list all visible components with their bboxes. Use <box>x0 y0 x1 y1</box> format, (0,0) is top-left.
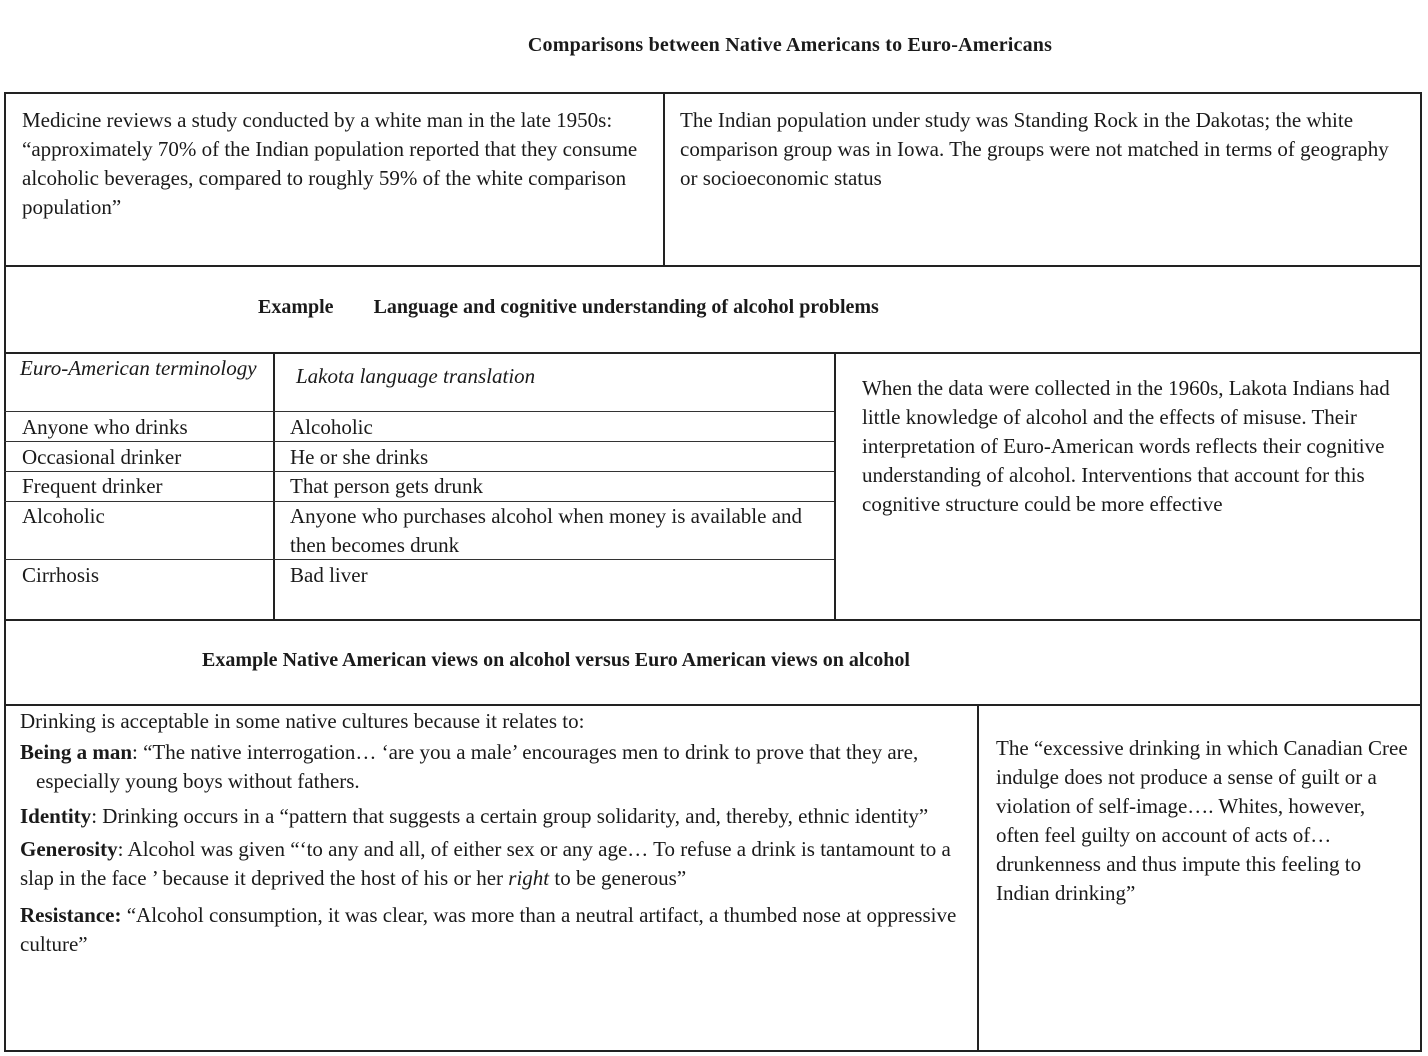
term-cell: Alcoholic <box>22 504 105 528</box>
view-item-label: Being a man <box>20 740 133 764</box>
column-divider <box>834 352 836 620</box>
section-language-heading <box>258 296 879 319</box>
view-item <box>20 802 966 831</box>
translation-cell: Bad liver <box>290 563 368 587</box>
study-critique-cell: The Indian population under study was Standing Rock in the Dakotas; the white comparison group was in Iowa. The groups were not matched in terms of geography or socioeconomic status <box>680 108 1389 190</box>
example-label: Example <box>202 649 278 671</box>
section-title: Native American views on alcohol versus Euro American views on alcohol <box>282 649 910 671</box>
term-row-divider <box>4 411 834 412</box>
term-cell: Anyone who drinks <box>22 415 188 439</box>
native-views-cell <box>20 707 966 959</box>
term-cell: Occasional drinker <box>22 445 182 469</box>
translation-cell: Anyone who purchases alcohol when money is available and then becomes drunk <box>290 504 803 557</box>
column-divider <box>977 704 979 1052</box>
translation-cell: That person gets drunk <box>290 474 484 498</box>
view-item-label: Generosity <box>20 837 118 861</box>
translation-cell: Alcoholic <box>290 415 373 439</box>
section-views-heading <box>202 649 910 672</box>
terminology-header: Euro-American terminology <box>20 356 257 380</box>
view-item-text: : “The native interrogation… ‘are you a male’ encourages men to drink to prove that they are, especially young boys without fathers. <box>36 740 919 793</box>
view-item-emphasis: right <box>508 866 550 890</box>
row-divider <box>4 704 1422 706</box>
view-item-label: Identity <box>20 804 92 828</box>
section-title: Language and cognitive understanding of alcohol problems <box>373 296 879 318</box>
view-item-text: to be generous” <box>549 866 687 890</box>
view-item-text: : Drinking occurs in a “pattern that suggests a certain group solidarity, and, thereby, ethnic identity” <box>91 804 929 828</box>
view-item <box>20 901 966 959</box>
row-divider <box>4 619 1422 621</box>
term-cell: Frequent drinker <box>22 474 163 498</box>
views-intro: Drinking is acceptable in some native cultures because it relates to: <box>20 709 585 733</box>
view-item <box>20 738 966 796</box>
example-label: Example <box>258 296 334 318</box>
row-divider <box>4 265 1422 267</box>
column-divider <box>273 352 275 620</box>
view-item <box>20 835 966 893</box>
translation-cell: He or she drinks <box>290 445 429 469</box>
view-item-text: : Alcohol was given “‘to any and all, of either sex or any age… To refuse a drink is tantamount to a slap in the face ’ because it deprived the host of his or her <box>20 837 951 890</box>
view-item-text: “Alcohol consumption, it was clear, was more than a neutral artifact, a thumbed nose at oppressive culture” <box>20 903 957 956</box>
column-divider <box>663 92 665 267</box>
euro-views-cell: The “excessive drinking in which Canadian Cree indulge does not produce a sense of guilt or a violation of self-image…. Whites, however, often feel guilty on account of acts of… drunkenness and thus impute this feeling to Indian drinking” <box>996 736 1408 905</box>
translation-header: Lakota language translation <box>296 364 536 388</box>
page-title: Comparisons between Native Americans to Euro-Americans <box>527 34 1053 56</box>
term-cell: Cirrhosis <box>22 563 100 587</box>
study-summary-cell: Medicine reviews a study conducted by a white man in the late 1950s: “approximately 70% of the Indian population reported that they consume alcoholic beverages, compared to roughly 59% of the white comparison population” <box>22 108 638 219</box>
lakota-note-cell: When the data were collected in the 1960s, Lakota Indians had little knowledge of alcohol and the effects of misuse. Their interpretation of Euro-American words reflects their cognitive understanding of alcohol. Interventions that account for this cognitive structure could be more effective <box>862 376 1390 516</box>
view-item-label: Resistance: <box>20 903 122 927</box>
